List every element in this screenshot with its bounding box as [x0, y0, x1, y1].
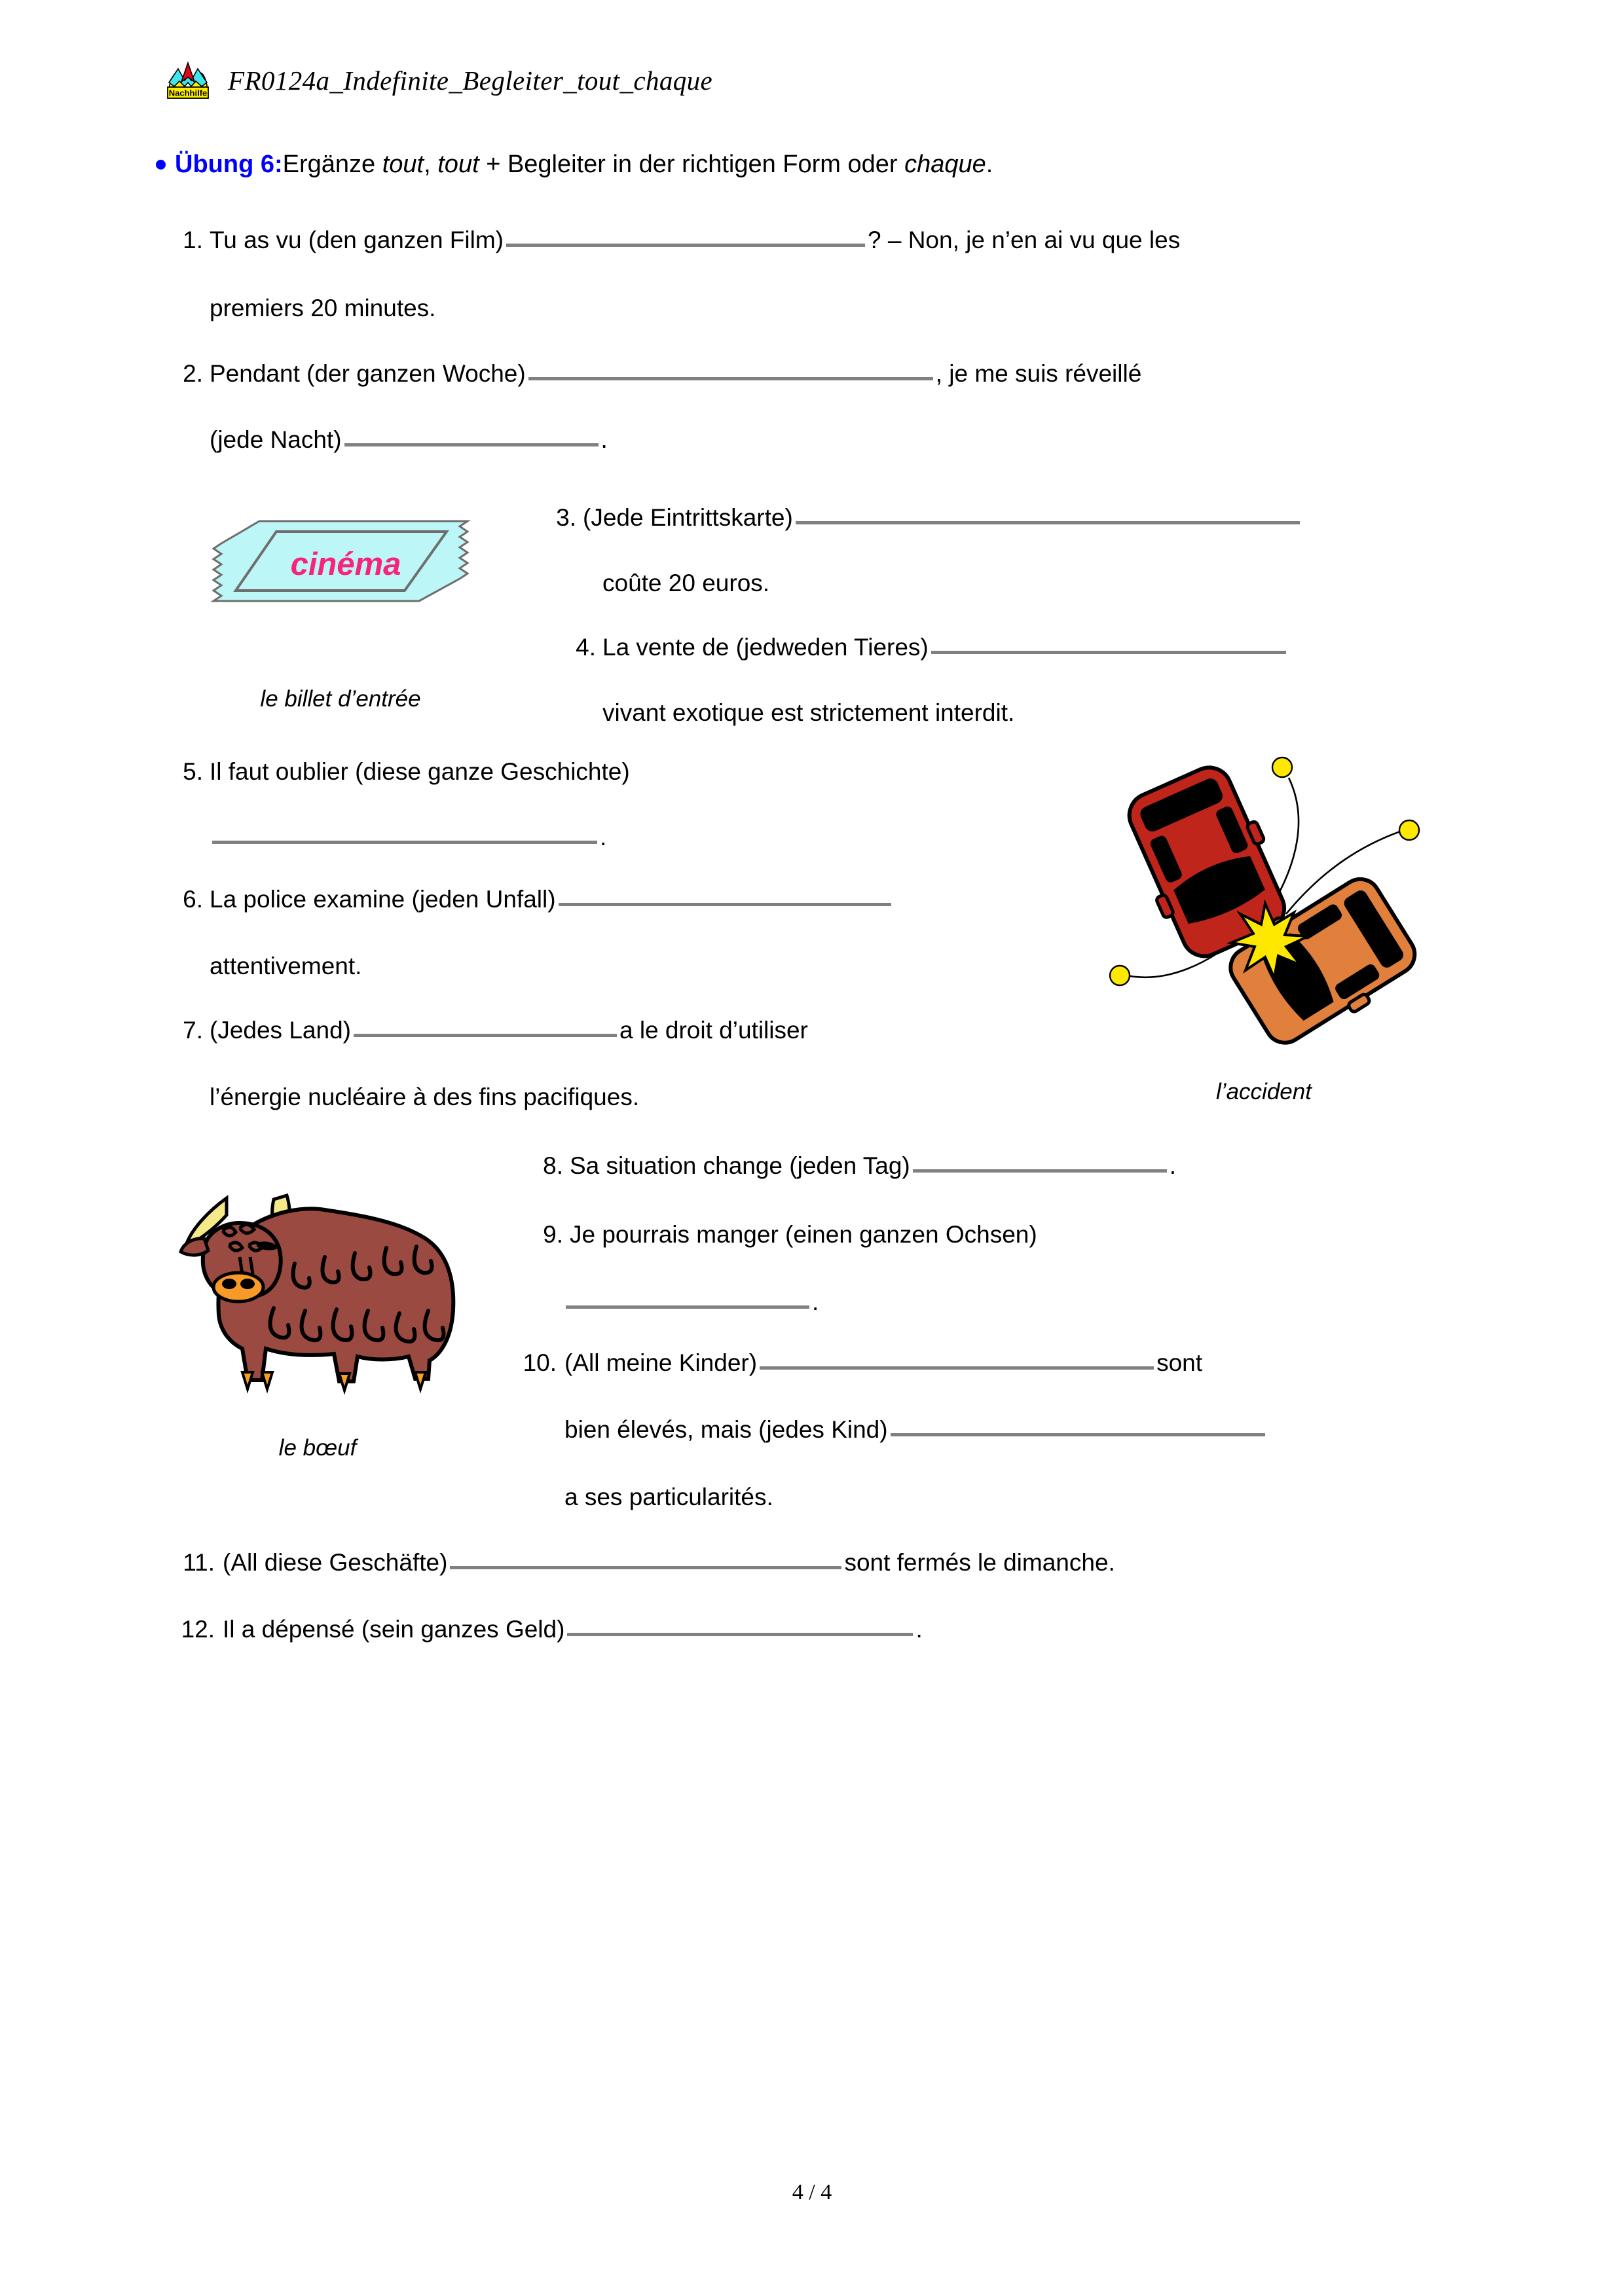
- car-accident-illustration: [1100, 746, 1428, 1074]
- answer-blank-2a[interactable]: [528, 377, 933, 380]
- item-number-6: 6.: [183, 886, 203, 913]
- item-2-text-a: Pendant (der ganzen Woche): [210, 360, 526, 387]
- page-footer: [0, 2180, 1624, 2205]
- item-7-line-1: [210, 1018, 808, 1042]
- instruction-p1: Ergänze: [282, 151, 382, 178]
- accident-caption: l’accident: [1216, 1079, 1312, 1104]
- item-1-line-2: premiers 20 minutes.: [210, 295, 436, 321]
- item-10-line-1: [564, 1351, 1202, 1375]
- instruction-tout-2: tout: [437, 151, 479, 178]
- ox-illustration: [164, 1185, 471, 1421]
- item-10-line-2: [564, 1417, 1268, 1442]
- item-8-text-b: .: [1169, 1152, 1177, 1179]
- answer-blank-2b[interactable]: [344, 443, 599, 446]
- item-2-line-2: [210, 428, 608, 452]
- answer-blank-3[interactable]: [796, 521, 1300, 524]
- item-3-line-1: [583, 505, 1302, 530]
- item-number-7: 7.: [183, 1017, 203, 1044]
- document-title: FR0124a_Indefinite_Begleiter_tout_chaque: [228, 65, 713, 96]
- item-1-text-b: ? – Non, je n’en ai vu que les: [868, 227, 1181, 253]
- item-10-text-b: sont: [1156, 1349, 1202, 1376]
- answer-blank-10a[interactable]: [760, 1366, 1154, 1370]
- item-4-text-a: La vente de (jedweden Tieres): [602, 634, 929, 661]
- exercise-heading: [156, 152, 993, 177]
- item-3-text-a: (Jede Eintrittskarte): [583, 504, 793, 531]
- document-header: [162, 60, 712, 101]
- item-12-text-b: .: [915, 1616, 923, 1643]
- item-4-line-1: [602, 635, 1289, 659]
- debris-dot-3: [1110, 966, 1130, 985]
- instruction-tout-1: tout: [382, 151, 424, 178]
- item-2-line-1: [210, 361, 1141, 386]
- answer-blank-5[interactable]: [212, 841, 597, 844]
- answer-blank-12[interactable]: [567, 1633, 913, 1636]
- item-number-10: 10.: [523, 1349, 557, 1376]
- item-7-line-2: l’énergie nucléaire à des fins pacifiques.: [210, 1084, 640, 1110]
- item-7-text-b: a le droit d’utiliser: [619, 1017, 808, 1044]
- answer-blank-4[interactable]: [931, 651, 1286, 654]
- answer-blank-1[interactable]: [506, 244, 865, 247]
- item-1-line-1: [210, 228, 1180, 252]
- item-11-text-a: (All diese Geschäfte): [223, 1549, 448, 1576]
- item-10-text-c: bien élevés, mais (jedes Kind): [564, 1416, 888, 1443]
- item-12-line-1: [223, 1617, 923, 1641]
- item-9-text-b: .: [812, 1288, 819, 1315]
- item-number-4: 4.: [576, 634, 596, 661]
- item-number-5: 5.: [183, 758, 203, 785]
- item-6-line-1: [210, 887, 894, 911]
- item-5-text-b: .: [600, 824, 607, 850]
- item-9-line-2: [563, 1290, 819, 1314]
- answer-blank-9[interactable]: [566, 1305, 809, 1309]
- instruction-p3: + Begleiter in der richtigen Form oder: [479, 151, 905, 178]
- item-5-line-2: [210, 825, 606, 849]
- answer-blank-11[interactable]: [450, 1566, 841, 1569]
- item-number-2: 2.: [183, 360, 203, 387]
- debris-dot-2: [1399, 820, 1419, 840]
- item-number-8: 8.: [543, 1152, 563, 1179]
- item-3-line-2: coûte 20 euros.: [602, 570, 770, 596]
- item-9-line-1: Je pourrais manger (einen ganzen Ochsen): [570, 1221, 1037, 1248]
- item-2-text-b: , je me suis réveillé: [935, 360, 1142, 387]
- item-1-text-a: Tu as vu (den ganzen Film): [210, 227, 504, 253]
- item-11-text-b: sont fermés le dimanche.: [844, 1549, 1115, 1576]
- item-number-3: 3.: [556, 504, 576, 531]
- ticket-text: cinéma: [290, 547, 401, 582]
- item-11-line-1: [223, 1550, 1115, 1575]
- answer-blank-10b[interactable]: [891, 1433, 1265, 1436]
- item-10-text-a: (All meine Kinder): [564, 1349, 758, 1376]
- item-6-text-a: La police examine (jeden Unfall): [210, 886, 556, 913]
- item-number-12: 12.: [181, 1616, 215, 1643]
- item-10-line-3: a ses particularités.: [564, 1484, 773, 1510]
- debris-dot-1: [1272, 757, 1292, 777]
- item-8-line-1: [570, 1154, 1176, 1178]
- instruction-chaque: chaque: [904, 151, 986, 178]
- page-number: 4 / 4: [792, 2180, 832, 2204]
- nachhilfe-mountain-logo: [162, 60, 213, 101]
- ox-caption: le bœuf: [278, 1435, 357, 1461]
- item-6-line-2: attentivement.: [210, 953, 362, 979]
- item-number-1: 1.: [183, 227, 203, 253]
- bullet-icon: [156, 160, 166, 170]
- instruction-p2: ,: [424, 151, 438, 178]
- item-7-text-a: (Jedes Land): [210, 1017, 351, 1044]
- answer-blank-7[interactable]: [354, 1034, 617, 1037]
- exercise-label: Übung 6:: [175, 151, 283, 178]
- item-number-9: 9.: [543, 1221, 563, 1248]
- cinema-ticket-illustration: [203, 509, 478, 666]
- answer-blank-6[interactable]: [559, 903, 891, 906]
- ox-muzzle: [213, 1273, 263, 1302]
- instruction-p4: .: [986, 151, 993, 178]
- item-2-text-d: .: [600, 426, 608, 453]
- item-5-line-1: Il faut oublier (diese ganze Geschichte): [210, 758, 630, 785]
- ticket-caption: le billet d’entrée: [260, 686, 421, 712]
- item-8-text-a: Sa situation change (jeden Tag): [570, 1152, 910, 1179]
- item-number-11: 11.: [183, 1549, 215, 1576]
- logo-label: Nachhilfe: [168, 88, 208, 98]
- item-4-line-2: vivant exotique est strictement interdit.: [602, 699, 1015, 726]
- item-2-text-c: (jede Nacht): [210, 426, 342, 453]
- item-12-text-a: Il a dépensé (sein ganzes Geld): [223, 1616, 565, 1643]
- answer-blank-8[interactable]: [913, 1169, 1167, 1173]
